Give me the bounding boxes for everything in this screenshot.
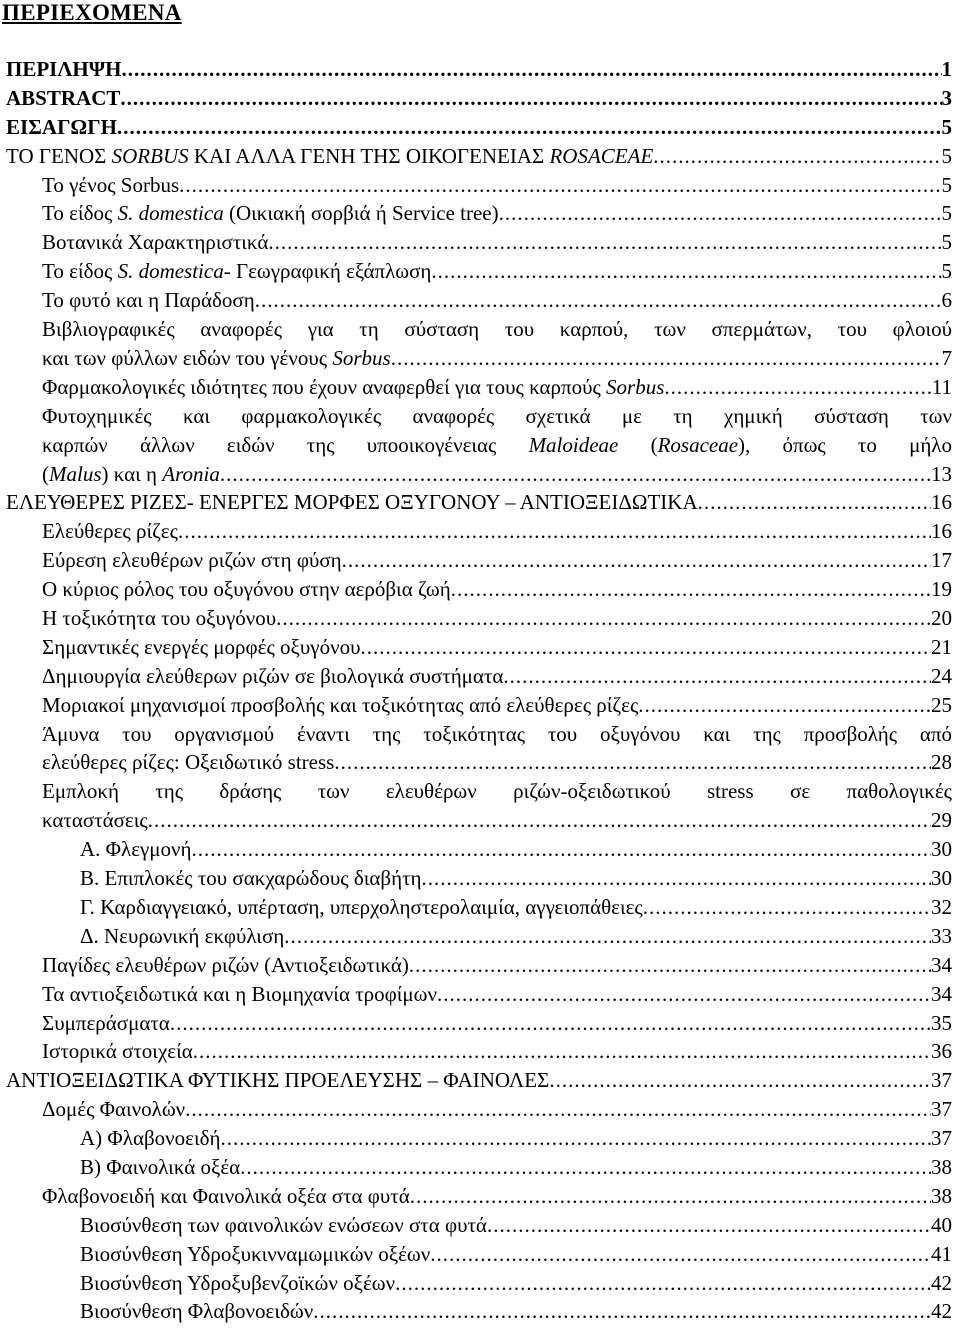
toc-entry-page-number: 5 xyxy=(941,143,952,168)
entry-title-part: Δημιουργία ελεύθερων ριζών σε βιολογικά συστήματα xyxy=(42,663,504,688)
toc-entry[interactable] xyxy=(0,257,952,286)
toc-entry[interactable] xyxy=(0,691,952,720)
entry-title-part: (Οικιακή σορβιά ή Service tree) xyxy=(223,201,499,226)
toc-entry[interactable] xyxy=(0,720,952,778)
toc-entry[interactable] xyxy=(0,171,952,200)
page-title: ΠΕΡΙΕΧΟΜΕΝΑ xyxy=(2,0,182,25)
toc-entry-title xyxy=(42,980,437,1009)
toc-entry-first-line: Εμπλοκή της δράσης των ελευθέρων ριζών-οξειδωτικού stress σε παθολογικές xyxy=(42,779,952,804)
toc-entry-title xyxy=(42,344,391,373)
toc-entry-title xyxy=(80,1211,487,1240)
entry-title-part: και των φύλλων ειδών του γένους xyxy=(42,345,333,370)
toc-entry[interactable] xyxy=(0,864,952,893)
toc-entry-first-line: Βιβλιογραφικές αναφορές για τη σύσταση του καρπού, των σπερμάτων, του φλοιού xyxy=(42,317,952,342)
toc-entry[interactable] xyxy=(0,286,952,315)
toc-entry-page-number: 34 xyxy=(931,981,952,1006)
entry-title-part: ΕΛΕΥΘΕΡΕΣ ΡΙΖΕΣ- ΕΝΕΡΓΕΣ ΜΟΡΦΕΣ ΟΞΥΓΟΝΟΥ – ΑΝΤΙΟΞΕΙΔΩΤΙΚΑ xyxy=(6,490,698,515)
toc-entry-title xyxy=(42,951,409,980)
toc-entry-page-number: 1 xyxy=(941,57,952,81)
toc-entry[interactable] xyxy=(0,402,952,489)
toc-entry[interactable] xyxy=(0,1211,952,1240)
entry-title-part: Malus xyxy=(49,461,102,486)
toc-entry-title xyxy=(42,604,276,633)
entry-title-part: Σημαντικές ενεργές μορφές οξυγόνου xyxy=(42,634,361,659)
entry-title-part: SORBUS xyxy=(111,143,189,168)
toc-entry-page-number: 33 xyxy=(931,923,952,948)
toc-entry-title xyxy=(80,835,192,864)
toc-entry[interactable] xyxy=(0,662,952,691)
dot-leader xyxy=(431,257,941,286)
entry-title-part: Βιοσύνθεση των φαινολικών ενώσεων στα φυτά xyxy=(80,1212,487,1237)
entry-title-part: ROSACEAE xyxy=(549,143,654,168)
entry-title-part: Τα αντιοξειδωτικά και η Βιομηχανία τροφίμων xyxy=(42,981,437,1006)
toc-entry-second-line xyxy=(42,431,952,460)
entry-title-part: Sorbus xyxy=(332,345,391,370)
toc-entry[interactable] xyxy=(0,1153,952,1182)
toc-entry-page-number: 21 xyxy=(931,634,952,659)
toc-entry-title xyxy=(6,84,120,113)
toc-entry-title xyxy=(6,488,698,517)
toc-entry[interactable] xyxy=(0,980,952,1009)
toc-entry-page-number: 13 xyxy=(931,461,952,486)
dot-leader xyxy=(185,1095,931,1124)
toc-entry-page-number: 30 xyxy=(931,837,952,862)
dot-leader xyxy=(360,633,931,662)
entry-title-part: Δομές Φαινολών xyxy=(42,1097,186,1122)
toc-entry-title xyxy=(42,171,179,200)
entry-title-part: Β. Επιπλοκές του σακχαρώδους διαβήτη xyxy=(80,866,422,891)
entry-title-part: Βοτανικά Χαρακτηριστικά xyxy=(42,230,269,255)
toc-entry-title xyxy=(42,806,148,835)
toc-entry-page-number: 17 xyxy=(931,548,952,573)
dot-leader xyxy=(410,1182,931,1211)
dot-leader xyxy=(117,113,942,142)
dot-leader xyxy=(430,1240,931,1269)
dot-leader xyxy=(276,604,931,633)
toc-entry-page-number: 38 xyxy=(931,1154,952,1179)
entry-title-part: Ο κύριος ρόλος του οξυγόνου στην αερόβια ζωή xyxy=(42,577,451,602)
toc-entry[interactable] xyxy=(0,835,952,864)
dot-leader xyxy=(193,1037,931,1066)
entry-title-part: Το γένος Sorbus xyxy=(42,172,180,197)
dot-leader xyxy=(395,1269,931,1298)
entry-title-part: - Γεωγραφική εξάπλωση xyxy=(223,259,432,284)
toc-entry[interactable] xyxy=(0,1037,952,1066)
toc-entry[interactable] xyxy=(0,199,952,228)
dot-leader xyxy=(170,1009,931,1038)
toc-entry-first-line: Άμυνα του οργανισμού έναντι της τοξικότητας του οξυγόνου και της προσβολής από xyxy=(42,721,952,746)
toc-entry[interactable] xyxy=(0,55,952,84)
toc-entry[interactable] xyxy=(0,546,952,575)
toc-entry-page-number: 20 xyxy=(931,606,952,630)
dot-leader xyxy=(220,1124,931,1153)
entry-title-part: Maloideae xyxy=(528,432,619,457)
dot-leader xyxy=(178,517,931,546)
toc-entry-title xyxy=(42,546,342,575)
dot-leader xyxy=(120,84,941,113)
toc-entry-title xyxy=(6,113,117,142)
dot-leader xyxy=(451,575,931,604)
dot-leader xyxy=(698,488,931,517)
toc-entry-page-number: 40 xyxy=(931,1212,952,1237)
entry-title-part: καταστάσεις xyxy=(42,808,148,833)
entry-title-part: Γ. Καρδιαγγειακό, υπέρταση, υπερχοληστερολαιμία, αγγειοπάθειες xyxy=(80,894,643,919)
toc-entry[interactable] xyxy=(0,113,952,142)
entry-title-part: ( xyxy=(42,461,49,486)
entry-title-part: Βιοσύνθεση Υδροξυβενζοϊκών οξέων xyxy=(80,1270,396,1295)
entry-title-part: ΚΑΙ ΑΛΛΑ ΓΕΝΗ ΤΗΣ ΟΙΚΟΓΕΝΕΙΑΣ xyxy=(188,143,550,168)
dot-leader xyxy=(334,748,931,777)
toc-entry-page-number: 5 xyxy=(941,259,952,284)
dot-leader xyxy=(643,893,931,922)
dot-leader xyxy=(487,1211,931,1240)
toc-entry-title xyxy=(42,286,255,315)
toc-entry-title xyxy=(42,460,220,489)
toc-entry-page-number: 7 xyxy=(941,345,952,370)
dot-leader xyxy=(409,951,931,980)
toc-entry[interactable] xyxy=(0,1182,952,1211)
dot-leader xyxy=(437,980,931,1009)
toc-entry-page-number: 25 xyxy=(931,692,952,717)
entry-title-part: Εύρεση ελευθέρων ριζών στη φύση xyxy=(42,548,342,573)
toc-entry[interactable] xyxy=(0,951,952,980)
toc-entry-page-number: 37 xyxy=(931,1068,952,1093)
toc-entry[interactable] xyxy=(0,1240,952,1269)
toc-entry-page-number: 6 xyxy=(941,288,952,313)
toc-entry-title xyxy=(80,1297,313,1326)
toc-entry-page-number: 5 xyxy=(941,230,952,255)
entry-title-part: καρπών άλλων ειδών της υποοικογένειας xyxy=(42,432,529,457)
toc-entry-title xyxy=(80,893,643,922)
entry-title-part: Sorbus xyxy=(606,374,665,399)
toc-entry-page-number: 24 xyxy=(931,663,952,688)
toc-entry[interactable] xyxy=(0,373,952,402)
dot-leader xyxy=(220,460,931,489)
toc-entry[interactable] xyxy=(0,604,952,633)
toc-entry-title xyxy=(42,662,503,691)
dot-leader xyxy=(179,171,941,200)
entry-title-part: ) και η xyxy=(101,461,163,486)
entry-title-part: Μοριακοί μηχανισμοί προσβολής και τοξικότητας από ελεύθερες ρίζες xyxy=(42,692,639,717)
entry-title-part: Παγίδες ελευθέρων ριζών (Αντιοξειδωτικά) xyxy=(42,952,409,977)
toc-entry-title xyxy=(42,373,664,402)
dot-leader xyxy=(549,1066,931,1095)
toc-entry-title xyxy=(80,1153,240,1182)
dot-leader xyxy=(422,864,932,893)
entry-title-part: Ελεύθερες ρίζες xyxy=(42,519,178,544)
toc-entry-title xyxy=(42,1095,185,1124)
entry-title-part: ΠΕΡΙΛΗΨΗ xyxy=(6,57,122,81)
toc-entry[interactable] xyxy=(0,1095,952,1124)
entry-title-part: Α. Φλεγμονή xyxy=(80,837,192,862)
toc-entry-page-number: 3 xyxy=(941,85,952,110)
entry-title-part: Το είδος xyxy=(42,201,118,226)
dot-leader xyxy=(638,691,931,720)
dot-leader xyxy=(192,835,931,864)
entry-title-part: Συμπεράσματα xyxy=(42,1010,170,1035)
entry-title-part: ΑΝΤΙΟΞΕΙΔΩΤΙΚΑ ΦΥΤΙΚΗΣ ΠΡΟΕΛΕΥΣΗΣ – ΦΑΙΝΟΛΕΣ xyxy=(6,1068,550,1093)
entry-title-part: ΕΙΣΑΓΩΓΗ xyxy=(6,114,117,139)
toc-entry-page-number: 42 xyxy=(931,1270,952,1295)
toc-entry-title xyxy=(42,199,499,228)
toc-entry[interactable] xyxy=(0,1269,952,1298)
toc-entry-page-number: 16 xyxy=(931,519,952,544)
toc-entry-title xyxy=(42,1182,410,1211)
dot-leader xyxy=(255,286,942,315)
toc-entry-page-number: 42 xyxy=(931,1299,952,1324)
toc-entry-title xyxy=(42,575,451,604)
toc-entry[interactable] xyxy=(0,893,952,922)
toc-entry-title xyxy=(6,142,653,171)
toc-entry-title xyxy=(42,1009,170,1038)
toc-entry-page-number: 37 xyxy=(931,1097,952,1122)
toc-entry-page-number: 19 xyxy=(931,577,952,602)
toc-entry-page-number: 29 xyxy=(931,808,952,833)
toc-entry-title xyxy=(80,864,422,893)
toc-entry[interactable] xyxy=(0,633,952,662)
entry-title-part: Aronia xyxy=(162,461,220,486)
table-of-contents xyxy=(0,55,960,1326)
dot-leader xyxy=(653,142,941,171)
dot-leader xyxy=(240,1153,931,1182)
dot-leader xyxy=(342,546,931,575)
toc-entry-page-number: 35 xyxy=(931,1010,952,1035)
entry-title-part: ), όπως το μήλο xyxy=(738,432,952,457)
toc-entry-title xyxy=(42,691,638,720)
toc-entry-page-number: 41 xyxy=(931,1241,952,1266)
toc-entry-title xyxy=(80,922,284,951)
toc-entry-page-number: 37 xyxy=(931,1126,952,1151)
toc-entry-title xyxy=(42,257,431,286)
toc-entry-title xyxy=(80,1124,220,1153)
entry-title-part: Βιοσύνθεση Υδροξυκινναμωμικών οξέων xyxy=(80,1241,431,1266)
toc-entry[interactable] xyxy=(0,315,952,373)
toc-entry-title xyxy=(42,1037,193,1066)
toc-entry-title xyxy=(80,1269,395,1298)
toc-entry[interactable] xyxy=(0,84,952,113)
toc-entry-page-number: 36 xyxy=(931,1039,952,1064)
toc-entry-page-number: 5 xyxy=(941,114,952,139)
dot-leader xyxy=(148,806,931,835)
entry-title-part: Το είδος xyxy=(42,259,118,284)
entry-title-part: Δ. Νευρωνική εκφύλιση xyxy=(80,923,285,948)
entry-title-part: S. domestica xyxy=(117,259,224,284)
toc-entry-title xyxy=(42,748,334,777)
toc-entry-title xyxy=(80,1240,430,1269)
toc-entry-page-number: 11 xyxy=(931,374,952,399)
toc-entry[interactable] xyxy=(0,488,952,517)
toc-entry[interactable] xyxy=(0,1009,952,1038)
dot-leader xyxy=(499,199,942,228)
toc-entry-title xyxy=(42,633,360,662)
entry-title-part: Rosaceae xyxy=(657,432,739,457)
entry-title-part: ΤΟ ΓΕΝΟΣ xyxy=(6,143,112,168)
entry-title-part: Φαρμακολογικές ιδιότητες που έχουν αναφερθεί για τους καρπούς xyxy=(42,374,607,399)
toc-entry-page-number: 30 xyxy=(931,866,952,891)
toc-entry[interactable] xyxy=(0,228,952,257)
dot-leader xyxy=(284,922,931,951)
dot-leader xyxy=(503,662,931,691)
toc-entry-first-line: Φυτοχημικές και φαρμακολογικές αναφορές σχετικά με τη χημική σύσταση των xyxy=(42,403,952,428)
entry-title-part: ABSTRACT xyxy=(6,85,121,110)
entry-title-part: S. domestica xyxy=(117,201,224,226)
toc-entry-title xyxy=(42,517,178,546)
toc-entry[interactable] xyxy=(0,1297,952,1326)
entry-title-part: Β) Φαινολικά οξέα xyxy=(80,1154,241,1179)
toc-entry[interactable] xyxy=(0,142,952,171)
toc-entry-title xyxy=(6,55,121,84)
toc-entry-page-number: 5 xyxy=(941,201,952,226)
toc-entry-page-number: 5 xyxy=(941,172,952,197)
toc-entry-page-number: 16 xyxy=(931,490,952,515)
toc-entry[interactable] xyxy=(0,517,952,546)
entry-title-part: Βιοσύνθεση Φλαβονοειδών xyxy=(80,1299,314,1324)
entry-title-part: Ιστορικά στοιχεία xyxy=(42,1039,193,1064)
dot-leader xyxy=(313,1297,931,1326)
toc-entry[interactable] xyxy=(0,922,952,951)
entry-title-part: ελεύθερες ρίζες: Οξειδωτικό stress xyxy=(42,750,335,775)
toc-entry[interactable] xyxy=(0,1066,952,1095)
toc-entry[interactable] xyxy=(0,1124,952,1153)
toc-entry[interactable] xyxy=(0,575,952,604)
toc-entry[interactable] xyxy=(0,777,952,835)
entry-title-part: Α) Φλαβονοειδή xyxy=(80,1126,221,1151)
entry-title-part: Φλαβονοειδή και Φαινολικά οξέα στα φυτά xyxy=(42,1183,410,1208)
dot-leader xyxy=(664,373,931,402)
toc-entry-page-number: 34 xyxy=(931,952,952,977)
toc-entry-page-number: 32 xyxy=(931,894,952,919)
toc-entry-page-number: 38 xyxy=(931,1183,952,1208)
toc-entry-title xyxy=(42,228,268,257)
entry-title-part: Η τοξικότητα του οξυγόνου xyxy=(42,606,277,630)
dot-leader xyxy=(268,228,941,257)
dot-leader xyxy=(121,55,941,84)
entry-title-part: ( xyxy=(618,432,658,457)
toc-entry-page-number: 28 xyxy=(931,750,952,775)
toc-entry-title xyxy=(6,1066,549,1095)
dot-leader xyxy=(391,344,942,373)
entry-title-part: Το φυτό και η Παράδοση xyxy=(42,288,255,313)
